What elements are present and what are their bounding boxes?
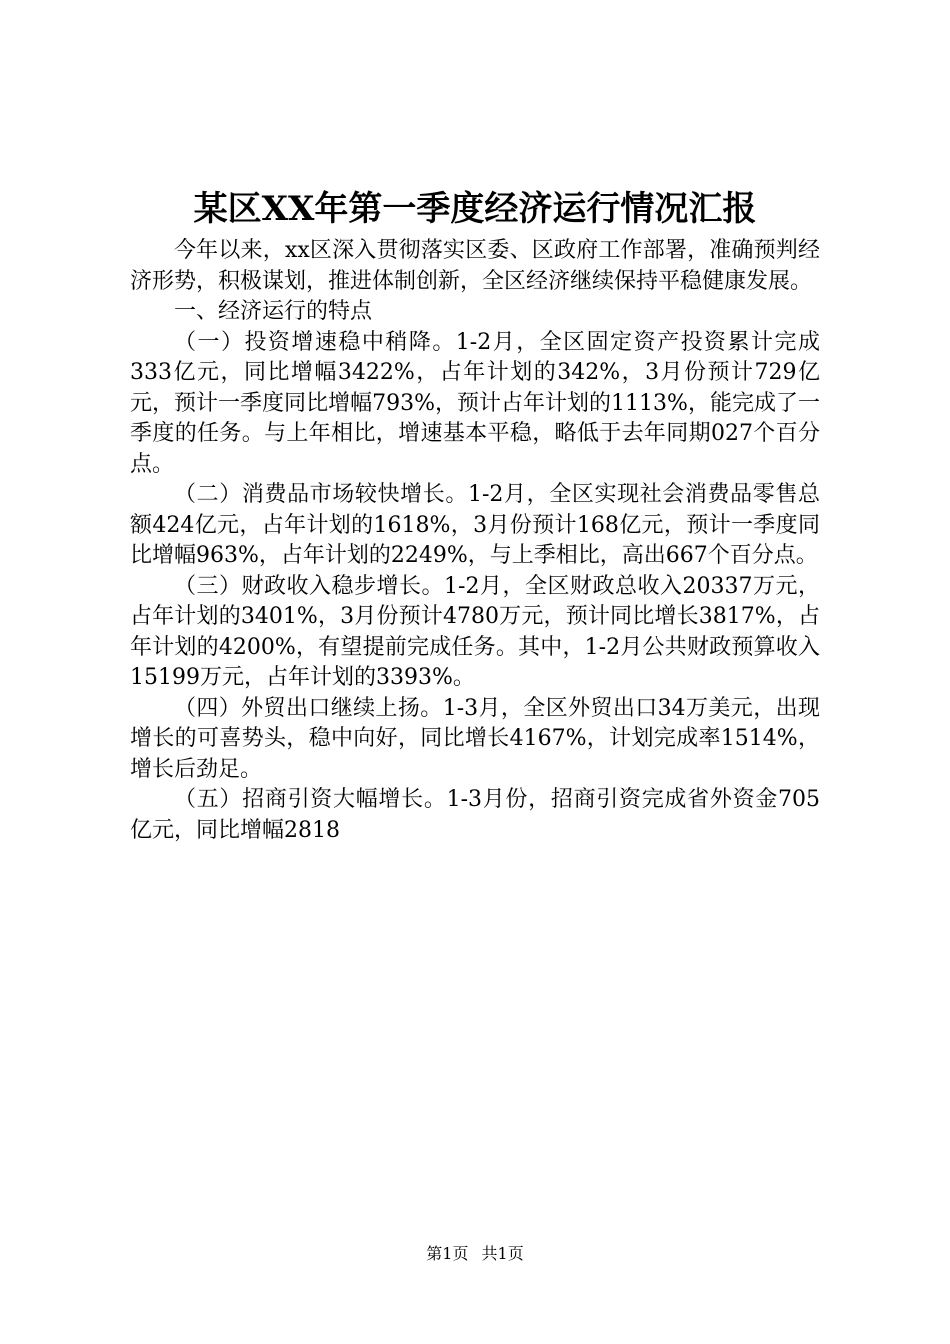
page-footer	[0, 1243, 950, 1265]
paragraph-consumption: （二）消费品市场较快增长。1-2月，全区实现社会消费品零售总额424亿元，占年计划的1618%，3月份预计168亿元，预计一季度同比增幅963%，占年计划的2249%，与上季相比，高出667个百分点。	[130, 482, 820, 568]
paragraph-finance: （三）财政收入稳步增长。1-2月，全区财政总收入20337万元，占年计划的3401%，3月份预计4780万元，预计同比增长3817%，占年计划的4200%，有望提前完成任务。其中，1-2月公共财政预算收入15199万元，占年计划的3393%。	[130, 573, 820, 690]
page-total: 共1页	[481, 1244, 524, 1263]
paragraph-intro: 今年以来，xx区深入贯彻落实区委、区政府工作部署，准确预判经济形势，积极谋划，推进体制创新，全区经济继续保持平稳健康发展。	[130, 238, 820, 294]
page-number: 第1页	[426, 1244, 469, 1263]
paragraph-investment-attraction: （五）招商引资大幅增长。1-3月份，招商引资完成省外资金705亿元，同比增幅2818	[130, 787, 820, 843]
document-title: 某区XX年第一季度经济运行情况汇报	[193, 189, 757, 229]
document-body	[130, 236, 820, 846]
paragraph-export: （四）外贸出口继续上扬。1-3月，全区外贸出口34万美元，出现增长的可喜势头，稳中向好，同比增长4167%，计划完成率1514%，增长后劲足。	[130, 695, 820, 782]
paragraph-investment: （一）投资增速稳中稍降。1-2月，全区固定资产投资累计完成333亿元，同比增幅3422%，占年计划的342%，3月份预计729亿元，预计一季度同比增幅793%，预计占年计划的1113%，能完成了一季度的任务。与上年相比，增速基本平稳，略低于去年同期027个百分点。	[130, 329, 820, 477]
section-heading: 一、经济运行的特点	[174, 299, 373, 324]
